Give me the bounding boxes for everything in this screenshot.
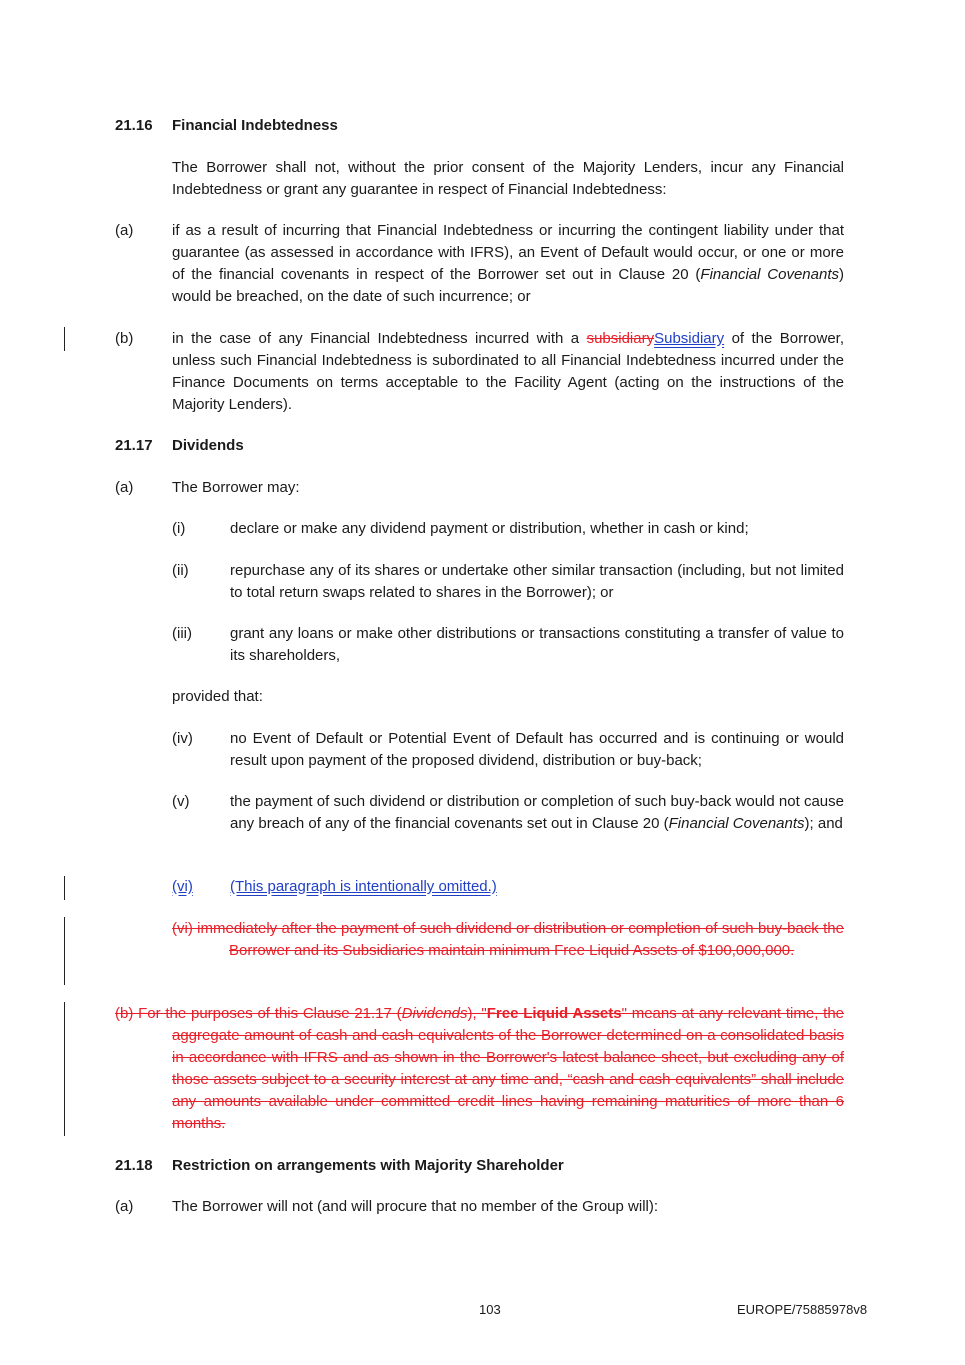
deleted-text: subsidiary [586, 330, 655, 347]
paragraph-a: The Borrower will not (and will procure that no member of the Group will): [172, 1198, 659, 1215]
section-number-21-17: 21.17 [115, 437, 153, 454]
label-a: (a) [115, 479, 134, 496]
section-title-dividends: Dividends [172, 437, 244, 454]
paragraph-a: The Borrower may: [172, 479, 300, 496]
item-i: declare or make any dividend payment or distribution, whether in cash or kind; [230, 520, 749, 537]
label-vi-inserted: (vi) [172, 878, 193, 895]
label-iii: (iii) [172, 625, 192, 642]
change-bar [64, 917, 65, 985]
document-reference: EUROPE/75885978v8 [737, 1302, 868, 1317]
item-vi-deleted: (vi) immediately after the payment of such dividend or distribution or completion of such buy-back the Borrower and its Subsidiaries maintain minimum Free Liquid Assets of $100,000,000. [172, 920, 844, 959]
label-iv: (iv) [172, 730, 193, 747]
paragraph-b: in the case of any Financial Indebtedness incurred with a subsidiarySubsidiary of the Borrower, unless such Financial Indebtedness is subordinated to all Financial Indebtedness incurred under the Finance Documents on terms acceptable to the Facility Agent (acting on the instructions of the Majority Lenders). [172, 330, 844, 413]
item-vi-inserted: (This paragraph is intentionally omitted.) [230, 878, 497, 895]
label-a: (a) [115, 1198, 134, 1215]
label-a: (a) [115, 222, 134, 239]
item-iv: no Event of Default or Potential Event of Default has occurred and is continuing or would result upon payment of the proposed dividend, distribution or buy-back; [230, 730, 844, 769]
inserted-text: Subsidiary [654, 330, 725, 347]
page-number: 103 [479, 1302, 501, 1317]
section-title-restriction: Restriction on arrangements with Majority Shareholder [172, 1157, 564, 1174]
provided-that: provided that: [172, 688, 263, 705]
paragraph-a: if as a result of incurring that Financial Indebtedness or incurring the contingent liability under that guarantee (as assessed in accordance with IFRS), an Event of Default would occur, or one or more of the financial covenants in respect of the Borrower set out in Clause 20 (Financial Covenants) would be breached, on the date of such incurrence; or [172, 222, 844, 305]
change-bar [64, 327, 65, 351]
section-number-21-18: 21.18 [115, 1157, 153, 1174]
label-ii: (ii) [172, 562, 189, 579]
section-title-financial-indebtedness: Financial Indebtedness [172, 117, 338, 134]
item-ii: repurchase any of its shares or undertake other similar transaction (including, but not limited to total return swaps related to shares in the Borrower); or [230, 562, 844, 601]
item-iii: grant any loans or make other distributions or transactions constituting a transfer of value to its shareholders, [230, 625, 844, 664]
section-number-21-16: 21.16 [115, 117, 153, 134]
label-i: (i) [172, 520, 186, 537]
label-b: (b) [115, 330, 134, 347]
paragraph-intro: The Borrower shall not, without the prior consent of the Majority Lenders, incur any Financial Indebtedness or grant any guarantee in respect of Financial Indebtedness: [172, 159, 844, 198]
change-bar [64, 1002, 65, 1136]
change-bar [64, 876, 65, 900]
paragraph-b-deleted: (b) For the purposes of this Clause 21.17 (Dividends), "Free Liquid Assets" means at any relevant time, the aggregate amount of cash and cash equivalents of the Borrower determined on a consolidated basis in accordance with IFRS and as shown in the Borrower's latest balance sheet, but excluding any of those assets subject to a security interest at any time and, “cash and cash equivalents” shall include any amounts available under committed credit lines having remaining maturities of more than 6 months. [115, 1005, 844, 1132]
item-v: the payment of such dividend or distribution or completion of such buy-back would not cause any breach of any of the financial covenants set out in Clause 20 (Financial Covenants); and [230, 793, 844, 832]
label-v: (v) [172, 793, 190, 810]
